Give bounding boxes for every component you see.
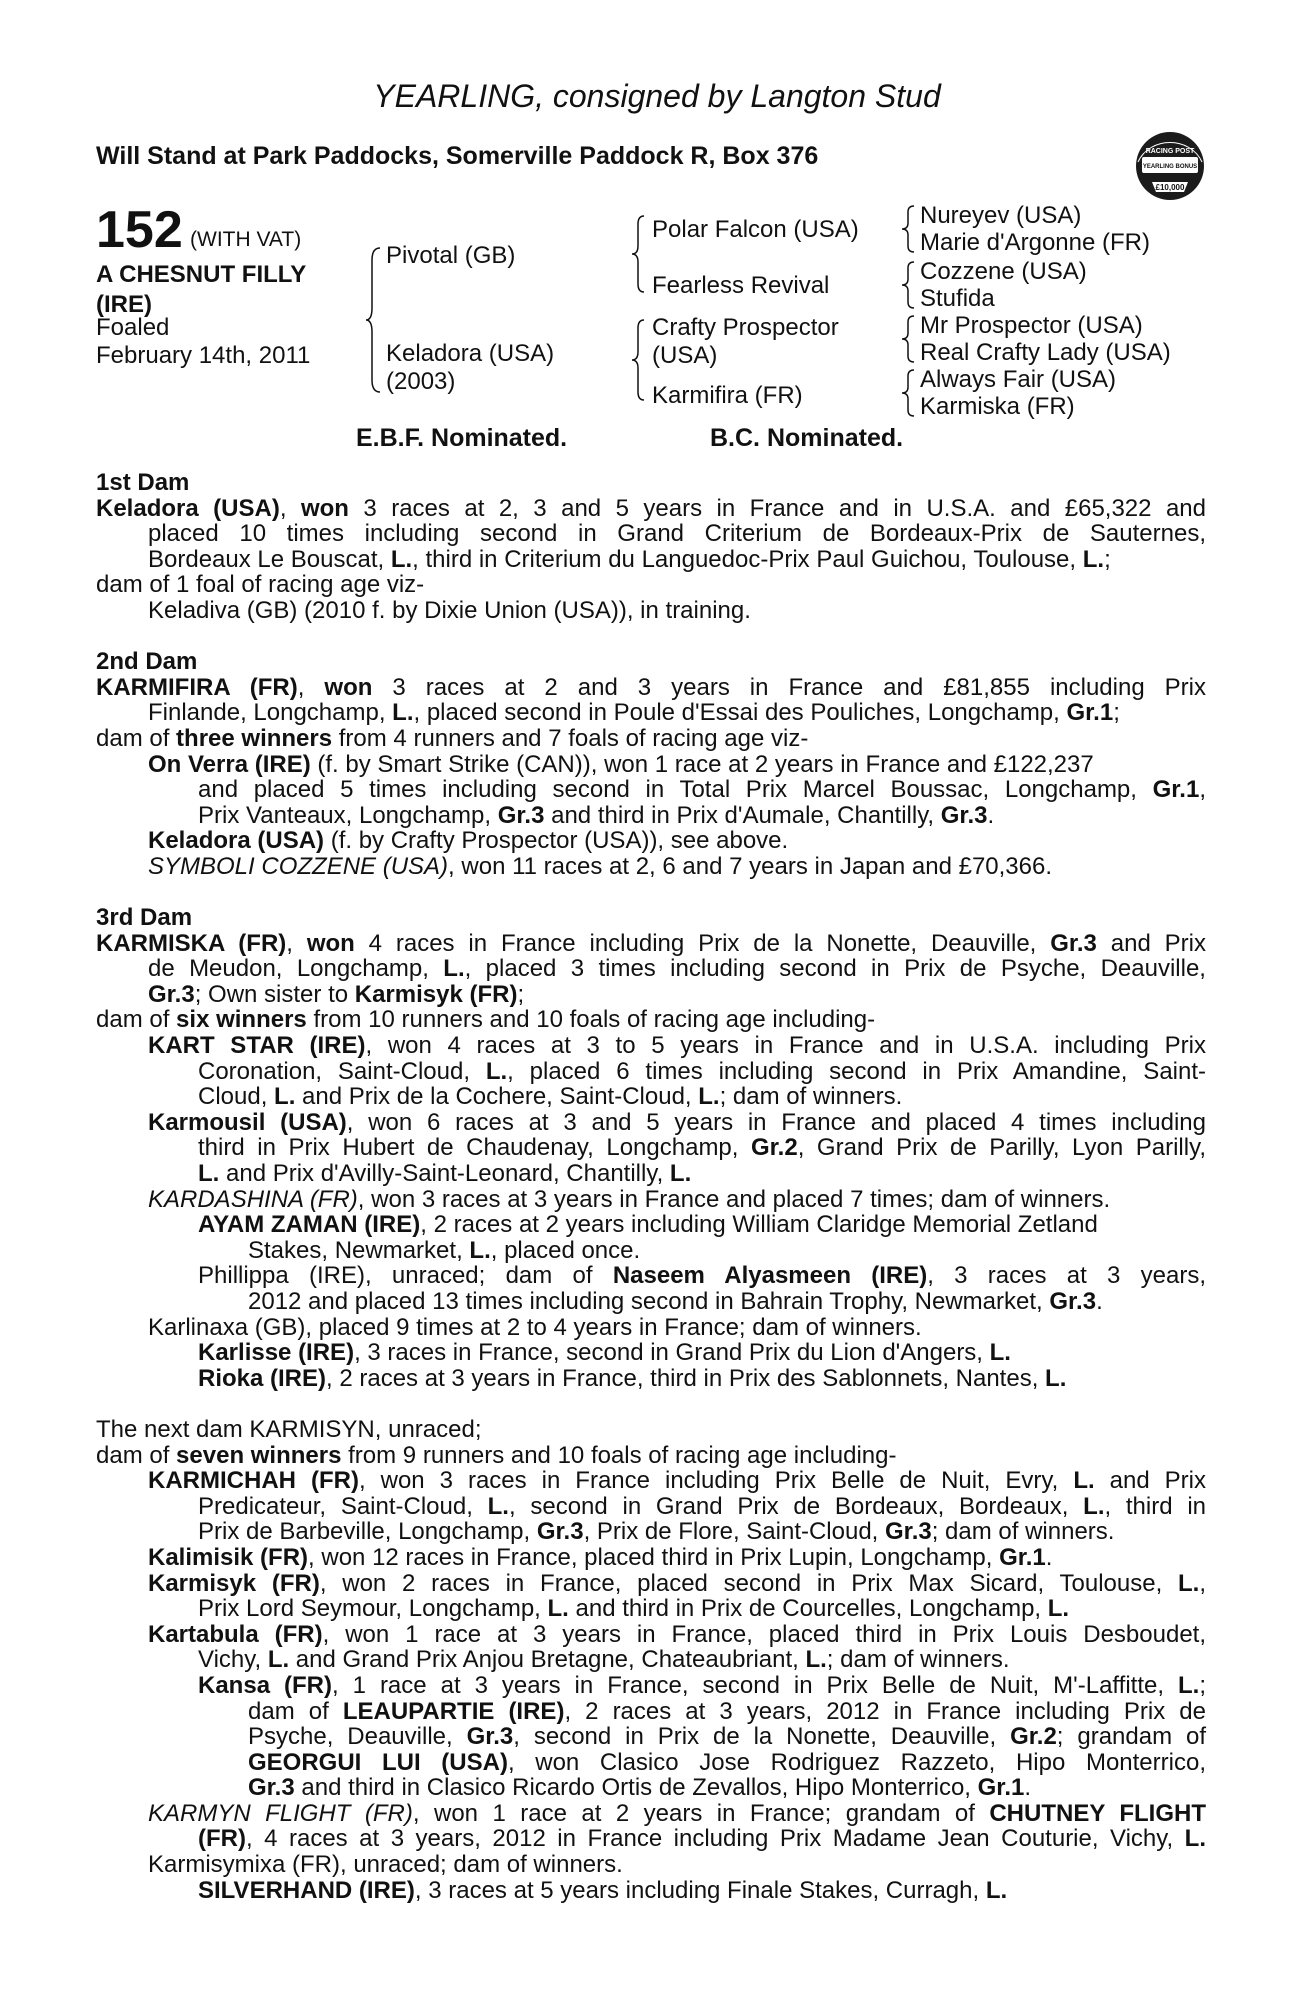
text-run: from 9 runners and 10 foals of racing age including- xyxy=(341,1441,897,1469)
bold-text: Gr.3 xyxy=(148,980,195,1008)
bold-text: Gr.1 xyxy=(999,1543,1046,1571)
bold-text: Kalimisik (FR) xyxy=(148,1543,309,1571)
pedigree-note-line xyxy=(96,854,1206,880)
pedigree-note-line xyxy=(96,1519,1206,1545)
bold-text: Gr.3 xyxy=(497,801,545,829)
pedigree-note-line xyxy=(96,1724,1206,1750)
text-run: , won Clasico Jose Rodriguez Razzeto, Hipo Monterrico, xyxy=(507,1748,1206,1776)
text-run: ; xyxy=(517,980,525,1008)
pedigree-note-line xyxy=(96,1033,1206,1059)
text-run: dam of xyxy=(96,1441,177,1469)
bold-text: L. xyxy=(274,1083,296,1111)
bold-text: Karmisyk (FR) xyxy=(148,1569,320,1597)
pedigree-note-line xyxy=(96,1212,1206,1238)
text-run: , 3 races at 5 years including Finale Stakes, Curragh, xyxy=(414,1876,986,1904)
pedigree-brace xyxy=(900,204,916,254)
text-run: Prix de Barbeville, Longchamp, xyxy=(198,1518,537,1546)
italic-text: KARDASHINA (FR) xyxy=(148,1185,358,1213)
bold-text: L. xyxy=(469,1236,491,1264)
text-run: , won 3 races in France including Prix Belle de Nuit, Evry, xyxy=(358,1467,1074,1495)
pedigree-note-line xyxy=(96,547,1206,573)
text-run: ; xyxy=(1199,1671,1206,1699)
text-run: and placed 5 times including second in Total Prix Marcel Boussac, Longchamp, xyxy=(198,776,1153,804)
ebf-nomination: E.B.F. Nominated. xyxy=(356,424,568,452)
pedigree-note-line xyxy=(96,1366,1206,1392)
text-run: , 3 races at 3 years, xyxy=(927,1262,1206,1290)
text-run: . xyxy=(1096,1288,1103,1315)
pedigree-note-line xyxy=(96,1135,1206,1161)
racing-post-bonus-badge-icon xyxy=(1132,128,1208,204)
text-run: Keladiva (GB) (2010 f. by Dixie Union (USA)), in training. xyxy=(148,596,751,624)
bold-text: L. xyxy=(485,1057,508,1085)
text-run: Psyche, Deauville, xyxy=(248,1723,467,1751)
dam-dam: Karmifira (FR) xyxy=(652,382,803,409)
pedigree-note-line xyxy=(96,1059,1206,1085)
badge-top-text: RACING POST xyxy=(1145,148,1195,155)
bold-text: L. xyxy=(698,1083,720,1111)
page-title: YEARLING, consigned by Langton Stud xyxy=(373,78,941,114)
text-run: ; dam of winners. xyxy=(719,1083,903,1111)
bold-text: L. xyxy=(1083,1492,1105,1520)
bold-text: L. xyxy=(1184,1825,1206,1853)
foaled-label: Foaled xyxy=(96,314,170,341)
pedigree-note-line xyxy=(96,572,1206,598)
bold-text: Keladora (USA) xyxy=(148,827,325,855)
grandsire-5: Mr Prospector (USA) xyxy=(920,312,1143,339)
pedigree-note-line xyxy=(96,1315,1206,1341)
bold-text: Kansa (FR) xyxy=(198,1671,332,1699)
text-run: ; dam of winners. xyxy=(931,1518,1115,1546)
bold-text: seven winners xyxy=(176,1441,342,1469)
pedigree-note-line xyxy=(96,1187,1206,1213)
pedigree-brace xyxy=(630,318,646,402)
text-run: , won 12 races in France, placed third in Prix Lupin, Longchamp, xyxy=(308,1543,1000,1571)
bold-text: L. xyxy=(805,1646,827,1674)
pedigree-note-line xyxy=(96,1263,1206,1289)
bold-text: Gr.3 xyxy=(466,1723,514,1751)
pedigree-brace xyxy=(630,214,646,294)
family-notes xyxy=(96,470,1206,1929)
pedigree-note-line xyxy=(96,1468,1206,1494)
bold-text: GEORGUI LUI (USA) xyxy=(248,1748,508,1776)
pedigree-note-line xyxy=(96,496,1206,522)
pedigree-brace xyxy=(900,260,916,310)
text-run: , xyxy=(1199,1569,1206,1597)
bold-text: L. xyxy=(547,1595,569,1623)
bold-text: Gr.3 xyxy=(885,1518,932,1546)
pedigree-note-line xyxy=(96,1238,1206,1264)
bold-text: Gr.1 xyxy=(1066,699,1114,727)
bold-text: Gr.3 xyxy=(536,1518,584,1546)
text-run: , 2 races at 3 years in France, third in Prix des Sablonnets, Nantes, xyxy=(326,1364,1046,1392)
dam: Keladora (USA) xyxy=(386,340,555,367)
text-run: dam of xyxy=(248,1697,343,1725)
text-run: and third in Prix d'Aumale, Chantilly, xyxy=(544,801,941,829)
pedigree-note-line xyxy=(96,726,1206,752)
bold-text: L. xyxy=(1178,1671,1200,1699)
bold-text: won xyxy=(306,929,355,957)
text-run: 3 races at 2, 3 and 5 years in France and in U.S.A. and £65,322 and xyxy=(348,494,1207,522)
pedigree-note-line xyxy=(96,1289,1206,1315)
horse-name: A CHESNUT FILLY (IRE) xyxy=(96,261,306,318)
text-run: , won 1 race at 2 years in France; grandam of xyxy=(412,1799,990,1827)
sire-sire: Polar Falcon (USA) xyxy=(652,216,859,243)
text-run: Finlande, Longchamp, xyxy=(148,699,393,727)
bold-text: L. xyxy=(267,1646,290,1674)
section-heading: 3rd Dam xyxy=(96,904,193,932)
bold-text: three winners xyxy=(176,724,333,752)
bold-text: L. xyxy=(1045,1364,1067,1392)
pedigree-note-line xyxy=(96,1596,1206,1622)
bold-text: won xyxy=(300,494,349,522)
bold-text: KARMISKA (FR) xyxy=(96,929,287,957)
bold-text: won xyxy=(324,673,373,701)
bold-text: Gr.3 xyxy=(1050,929,1097,957)
text-run: , third in Criterium du Languedoc-Prix Paul Guichou, Toulouse, xyxy=(412,545,1083,573)
pedigree-note-line xyxy=(96,1852,1206,1878)
dam-sire-country: (USA) xyxy=(652,342,718,369)
bold-text: Gr.2 xyxy=(1010,1723,1057,1751)
text-run: The next dam KARMISYN, unraced; xyxy=(96,1415,482,1443)
text-run: , won 1 race at 3 years in France, placed third in Prix Louis Desboudet, xyxy=(322,1620,1206,1648)
vat-note: (WITH VAT) xyxy=(190,228,302,251)
text-run: , placed once. xyxy=(490,1236,641,1264)
bold-text: Kartabula (FR) xyxy=(148,1620,323,1648)
grandsire-8: Karmiska (FR) xyxy=(920,393,1075,420)
pedigree-note-line xyxy=(96,982,1206,1008)
text-run: Bordeaux Le Bouscat, xyxy=(148,545,391,573)
dam-section xyxy=(96,649,1206,879)
text-run: Coronation, Saint-Cloud, xyxy=(198,1057,486,1085)
text-run: , won 3 races at 3 years in France and placed 7 times; dam of winners. xyxy=(357,1185,1111,1213)
text-run: and third in Prix de Courcelles, Longchamp, xyxy=(568,1595,1048,1623)
pedigree-note-line xyxy=(96,1750,1206,1776)
badge-amount: £10,000 xyxy=(1155,183,1185,192)
pedigree-note-line xyxy=(96,1801,1206,1827)
text-run: , won 11 races at 2, 6 and 7 years in Japan and £70,366. xyxy=(448,852,1053,880)
pedigree-note-line xyxy=(96,1545,1206,1571)
bold-text: L. xyxy=(390,545,413,573)
text-run: , 2 races at 2 years including William Claridge Memorial Zetland xyxy=(420,1211,1098,1239)
text-run: from 4 runners and 7 foals of racing age viz- xyxy=(332,724,809,752)
bold-text: L. xyxy=(443,955,465,983)
bold-text: L. xyxy=(669,1160,692,1188)
bold-text: Karmousil (USA) xyxy=(148,1108,347,1136)
text-run: third in Prix Hubert de Chaudenay, Longchamp, xyxy=(198,1134,751,1162)
text-run: Prix Lord Seymour, Longchamp, xyxy=(198,1595,548,1623)
text-run: , xyxy=(297,673,325,701)
grandsire-3: Cozzene (USA) xyxy=(920,258,1087,285)
text-run: and Prix xyxy=(1094,1467,1206,1495)
text-run: ; xyxy=(1104,545,1111,573)
text-run: and Prix xyxy=(1096,929,1206,957)
text-run: , won 4 races at 3 to 5 years in France and in U.S.A. including Prix xyxy=(365,1032,1206,1060)
pedigree-note-line xyxy=(96,828,1206,854)
pedigree-note-line xyxy=(96,1673,1206,1699)
text-run: , placed second in Poule d'Essai des Pouliches, Longchamp, xyxy=(413,699,1067,727)
bold-text: L. xyxy=(392,699,414,727)
bold-text: KARMIFIRA (FR) xyxy=(96,673,298,701)
bold-text: L. xyxy=(1178,1569,1200,1597)
pedigree-note-line xyxy=(96,1161,1206,1187)
dam-sire: Crafty Prospector xyxy=(652,314,839,341)
pedigree-note-line xyxy=(96,1110,1206,1136)
text-run: Karlinaxa (GB), placed 9 times at 2 to 4 years in France; dam of winners. xyxy=(148,1313,922,1341)
italic-text: KARMYN FLIGHT (FR) xyxy=(148,1799,413,1827)
text-run: , 1 race at 3 years in France, second in Prix Belle de Nuit, M'-Laffitte, xyxy=(331,1671,1178,1699)
bold-text: L. xyxy=(989,1339,1011,1367)
text-run: Prix Vanteaux, Longchamp, xyxy=(198,801,498,829)
pedigree-note-line xyxy=(96,1340,1206,1366)
text-run: and third in Clasico Ricardo Ortis de Zevallos, Hipo Monterrico, xyxy=(294,1774,978,1802)
pedigree-note-line xyxy=(96,1775,1206,1801)
pedigree-note-line xyxy=(96,700,1206,726)
sire-dam: Fearless Revival xyxy=(652,272,830,299)
text-run: , Grand Prix de Parilly, Lyon Parilly, xyxy=(797,1134,1206,1162)
grandsire-4: Stufida xyxy=(920,285,995,312)
bold-text: Karlisse (IRE) xyxy=(198,1339,355,1367)
bold-text: AYAM ZAMAN (IRE) xyxy=(198,1211,421,1239)
text-run: 2012 and placed 13 times including second in Bahrain Trophy, Newmarket, xyxy=(248,1288,1050,1315)
dam-section xyxy=(96,905,1206,1391)
dam-section xyxy=(96,1417,1206,1903)
stand-location: Will Stand at Park Paddocks, Somerville Paddock R, Box 376 xyxy=(96,142,819,170)
text-run: ; grandam of xyxy=(1056,1723,1207,1751)
bold-text: L. xyxy=(1073,1467,1095,1495)
pedigree-note-line xyxy=(96,1647,1206,1673)
text-run: Predicateur, Saint-Cloud, xyxy=(198,1492,488,1520)
text-run: dam of xyxy=(96,724,177,752)
pedigree-note-line xyxy=(96,675,1206,701)
lot-number: 152 xyxy=(96,201,183,259)
section-heading: 2nd Dam xyxy=(96,648,198,676)
bc-nomination: B.C. Nominated. xyxy=(710,424,904,452)
text-run: , xyxy=(1199,776,1206,804)
dam-year: (2003) xyxy=(386,368,456,395)
text-run: 4 races in France including Prix de la Nonette, Deauville, xyxy=(354,929,1051,957)
pedigree-note-line xyxy=(96,1878,1206,1904)
dam-section xyxy=(96,470,1206,624)
bold-text: L. xyxy=(1082,545,1105,573)
pedigree-note-line xyxy=(96,1494,1206,1520)
bold-text: Gr.2 xyxy=(751,1134,798,1162)
text-run: Karmisymixa (FR), unraced; dam of winners. xyxy=(148,1851,623,1879)
text-run: . xyxy=(1045,1543,1053,1571)
bold-text: On Verra (IRE) xyxy=(148,750,311,778)
text-run: (f. by Crafty Prospector (USA)), see above. xyxy=(324,827,789,855)
text-run: ; Own sister to xyxy=(194,980,355,1008)
text-run: Vichy, xyxy=(198,1646,268,1674)
bold-text: L. xyxy=(1047,1595,1070,1623)
text-run: . xyxy=(1024,1774,1032,1802)
pedigree-note-line xyxy=(96,1417,1206,1443)
pedigree-brace xyxy=(900,368,916,418)
pedigree-note-line xyxy=(96,521,1206,547)
text-run: and Grand Prix Anjou Bretagne, Chateaubriant, xyxy=(289,1646,806,1674)
pedigree-note-line xyxy=(96,803,1206,829)
bold-text: LEAUPARTIE (IRE) xyxy=(342,1697,565,1725)
text-run: and Prix d'Avilly-Saint-Leonard, Chantilly, xyxy=(219,1160,670,1188)
italic-text: SYMBOLI COZZENE (USA) xyxy=(148,852,449,880)
text-run: ; xyxy=(1113,699,1120,727)
bold-text: Gr.3 xyxy=(940,801,988,829)
badge-mid-text: YEARLING BONUS xyxy=(1142,164,1198,170)
text-run: (f. by Smart Strike (CAN)), won 1 race at 2 years in France and £122,237 xyxy=(310,750,1094,778)
text-run: dam of xyxy=(96,1006,177,1034)
text-run: from 10 runners and 10 foals of racing age including- xyxy=(306,1006,876,1034)
text-run: Stakes, Newmarket, xyxy=(248,1236,470,1264)
pedigree-note-line xyxy=(96,1699,1206,1725)
grandsire-6: Real Crafty Lady (USA) xyxy=(920,339,1171,366)
text-run: ; dam of winners. xyxy=(826,1646,1010,1674)
grandsire-7: Always Fair (USA) xyxy=(920,366,1117,393)
bold-text: Naseem Alyasmeen (IRE) xyxy=(612,1262,928,1290)
text-run: de Meudon, Longchamp, xyxy=(148,955,444,983)
pedigree-note-line xyxy=(96,931,1206,957)
text-run: , 2 races at 3 years, 2012 in France including Prix de xyxy=(564,1697,1207,1725)
bold-text: L. xyxy=(985,1876,1008,1904)
text-run: 3 races at 2 and 3 years in France and £81,855 including Prix xyxy=(372,673,1207,701)
pedigree-note-line xyxy=(96,752,1206,778)
pedigree-note-line xyxy=(96,598,1206,624)
bold-text: L. xyxy=(487,1492,509,1520)
pedigree-note-line xyxy=(96,956,1206,982)
bold-text: L. xyxy=(198,1160,220,1188)
text-run: , won 6 races at 3 and 5 years in France and placed 4 times including xyxy=(346,1108,1207,1136)
text-run: , 4 races at 3 years, 2012 in France including Prix Madame Jean Couturie, Vichy, xyxy=(245,1825,1185,1853)
bold-text: CHUTNEY FLIGHT xyxy=(989,1799,1207,1827)
pedigree-note-line xyxy=(96,1622,1206,1648)
text-run: Cloud, xyxy=(198,1083,275,1111)
text-run: , second in Grand Prix de Bordeaux, Bordeaux, xyxy=(508,1492,1084,1520)
pedigree-note-line xyxy=(96,1571,1206,1597)
bold-text: Karmisyk (FR) xyxy=(354,980,518,1008)
bold-text: Gr.3 xyxy=(248,1774,295,1802)
text-run: , xyxy=(286,929,307,957)
pedigree-note-line xyxy=(96,1007,1206,1033)
text-run: , xyxy=(279,494,301,522)
text-run: and Prix de la Cochere, Saint-Cloud, xyxy=(295,1083,699,1111)
foaled-date: February 14th, 2011 xyxy=(96,342,311,369)
text-run: , won 2 races in France, placed second in Prix Max Sicard, Toulouse, xyxy=(319,1569,1178,1597)
bold-text: Gr.1 xyxy=(977,1774,1025,1802)
text-run: , second in Prix de la Nonette, Deauville, xyxy=(513,1723,1011,1751)
bold-text: SILVERHAND (IRE) xyxy=(198,1876,415,1904)
bold-text: Rioka (IRE) xyxy=(198,1364,327,1392)
pedigree-note-line xyxy=(96,1443,1206,1469)
text-run: dam of 1 foal of racing age viz- xyxy=(96,571,425,599)
bold-text: (FR) xyxy=(198,1825,246,1853)
text-run: , third in xyxy=(1104,1492,1206,1520)
bold-text: KART STAR (IRE) xyxy=(148,1032,366,1060)
section-heading: 1st Dam xyxy=(96,469,190,496)
pedigree-brace xyxy=(364,246,384,394)
text-run: placed 10 times including second in Grand Criterium de Bordeaux-Prix de Sauternes, xyxy=(148,520,1206,548)
text-run: , Prix de Flore, Saint-Cloud, xyxy=(583,1518,886,1546)
text-run: , 3 races in France, second in Grand Prix du Lion d'Angers, xyxy=(354,1339,990,1367)
text-run: , placed 6 times including second in Prix Amandine, Saint- xyxy=(507,1057,1207,1085)
pedigree-note-line xyxy=(96,1826,1206,1852)
sire: Pivotal (GB) xyxy=(386,242,516,269)
bold-text: KARMICHAH (FR) xyxy=(148,1467,359,1495)
bold-text: Gr.3 xyxy=(1049,1288,1097,1315)
grandsire-2: Marie d'Argonne (FR) xyxy=(920,229,1150,256)
text-run: . xyxy=(987,801,995,829)
bold-text: Gr.1 xyxy=(1152,776,1200,804)
grandsire-1: Nureyev (USA) xyxy=(920,202,1082,229)
text-run: , placed 3 times including second in Prix de Psyche, Deauville, xyxy=(464,955,1206,983)
bold-text: six winners xyxy=(176,1006,307,1034)
text-run: Phillippa (IRE), unraced; dam of xyxy=(198,1262,613,1290)
pedigree-brace xyxy=(900,314,916,364)
pedigree-note-line xyxy=(96,777,1206,803)
pedigree-note-line xyxy=(96,1084,1206,1110)
bold-text: Keladora (USA) xyxy=(96,494,280,522)
